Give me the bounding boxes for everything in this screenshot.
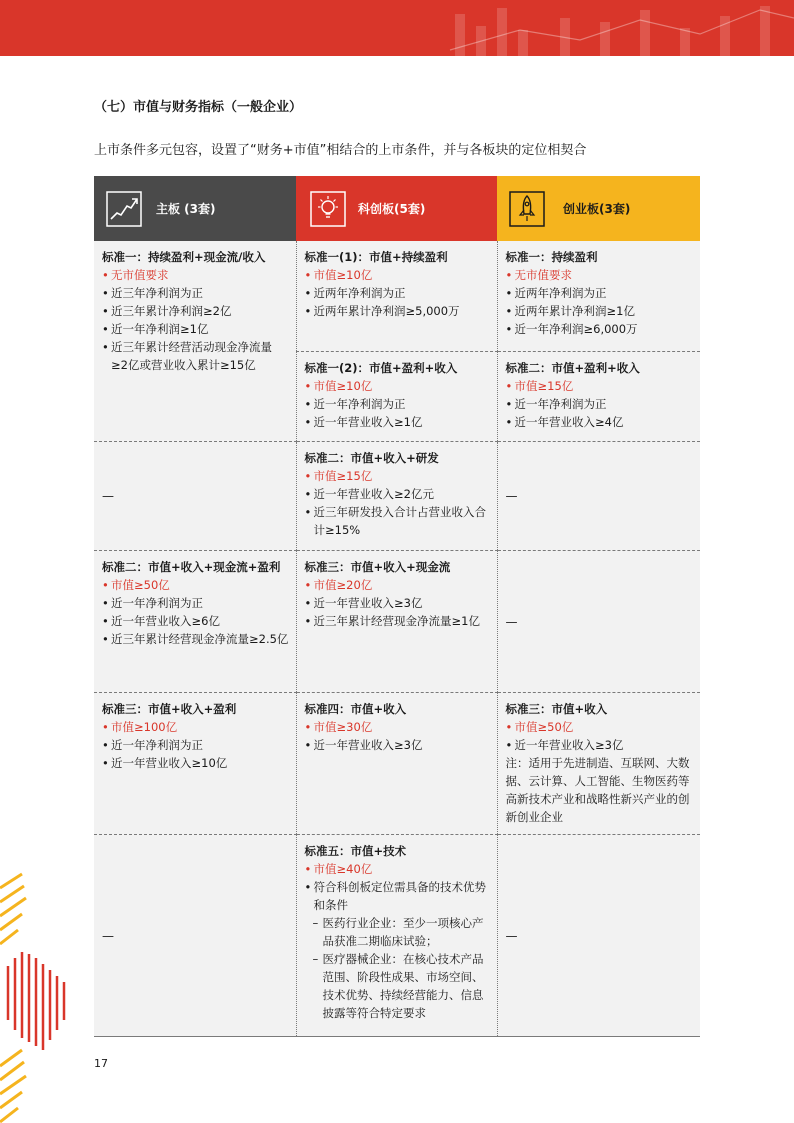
std-note: 注：适用于先进制造、互联网、大数据、云计算、人工智能、生物医药等高新技术产业和战略性新兴产业的创新创业企业 [505,755,690,824]
list-item: • 近两年净利润为正 [305,284,490,302]
std-title: 标准四：市值+收入 [304,701,407,716]
list-item: • 近三年研发投入合计占营业收入合计≥15% [305,503,490,539]
listing-standards-table [94,176,700,1037]
empty-dash: — [505,928,518,943]
gem-empty-cell [497,550,700,692]
std-title: 标准三：市值+收入 [505,701,608,716]
list-item: • 近一年营业收入≥3亿 [506,736,694,754]
std-title: 标准一：持续盈利 [505,250,598,264]
header-star-label: 科创板(5套) [358,202,426,216]
star-standard-2 [296,441,497,550]
sub-item: – 医疗器械企业：在核心技术产品范围、阶段性成果、市场空间、技术优势、持续经营能力、信息披露等符合特定要求 [305,950,490,1022]
std-red-item: • 市值≥10亿 [305,266,490,284]
list-item: • 近一年营业收入≥4亿 [506,413,694,431]
std-title: 标准二：市值+盈利+收入 [505,360,640,375]
list-item: • 近一年净利润≥1亿 [102,320,289,338]
std-red-item: • 无市值要求 [506,266,694,284]
list-item: • 近一年营业收入≥10亿 [102,754,289,772]
star-standard-1a [296,241,497,351]
std-red-item: • 市值≥100亿 [102,718,289,736]
list-item: • 近三年净利润为正 [102,284,289,302]
star-standard-1b [296,351,497,441]
std-red-item: • 市值≥15亿 [305,467,490,485]
list-item: • 近三年累计经营现金净流量≥2.5亿 [102,630,289,648]
std-red-item: • 市值≥10亿 [305,377,490,395]
main-standard-1 [94,241,296,441]
list-item: • 近三年累计净利润≥2亿 [102,302,289,320]
header-gem-label: 创业板(3套) [563,202,631,216]
list-item: • 近三年累计经营活动现金净流量≥2亿或营业收入累计≥15亿 [102,338,289,374]
list-item: • 近一年营业收入≥1亿 [305,413,490,431]
list-item: • 近两年净利润为正 [506,284,694,302]
std-title: 标准五：市值+技术 [304,843,407,858]
list-item: • 近一年净利润为正 [102,736,289,754]
std-red-item: • 市值≥20亿 [305,576,490,594]
lightbulb-icon [310,191,346,227]
top-banner [0,0,794,56]
banner-decoration [0,0,794,56]
std-title: 标准一(1)：市值+持续盈利 [304,250,448,264]
list-item: • 近一年营业收入≥3亿 [305,594,490,612]
list-item: • 近一年营业收入≥2亿元 [305,485,490,503]
star-standard-5 [296,834,497,1036]
main-standard-2 [94,550,296,692]
list-item: • 近三年累计经营现金净流量≥1亿 [305,612,490,630]
line-chart-icon [106,191,142,227]
empty-dash: — [102,489,114,503]
gem-empty-cell [497,834,700,1036]
list-item: • 近一年营业收入≥3亿 [305,736,490,754]
list-item: • 近两年累计净利润≥5,000万 [305,302,490,320]
main-standard-3 [94,692,296,834]
list-item: • 近一年净利润≥6,000万 [506,320,694,338]
std-red-item: • 市值≥40亿 [305,860,490,878]
header-star-market [296,176,497,241]
std-red-item: • 无市值要求 [102,266,289,284]
main-empty-cell [94,834,296,1036]
corner-decoration [0,870,80,1123]
std-title: 标准二：市值+收入+现金流+盈利 [102,559,281,574]
star-standard-4 [296,692,497,834]
header-main-label: 主板 (3套) [156,202,216,216]
list-item: • 近两年累计净利润≥1亿 [506,302,694,320]
section-title: （七）市值与财务指标（一般企业） [94,100,303,115]
std-red-item: • 市值≥50亿 [102,576,289,594]
std-title: 标准三：市值+收入+现金流 [304,559,451,574]
std-red-item: • 市值≥15亿 [506,377,694,395]
list-item: • 近一年净利润为正 [102,594,289,612]
star-standard-3 [296,550,497,692]
empty-dash: — [102,928,114,943]
gem-standard-2 [497,351,700,441]
list-item: • 符合科创板定位需具备的技术优势和条件 [305,878,490,914]
header-gem-board [497,176,700,241]
empty-dash: — [505,489,518,503]
header-main-board [94,176,296,241]
sub-item: – 医药行业企业：至少一项核心产品获准二期临床试验； [305,914,490,950]
main-empty-cell [94,441,296,550]
list-item: • 近一年净利润为正 [506,395,694,413]
rocket-icon [509,191,545,227]
intro-text: 上市条件多元包容，设置了“财务+市值”相结合的上市条件，并与各板块的定位相契合 [94,143,587,158]
std-title: 标准三：市值+收入+盈利 [102,701,237,716]
std-red-item: • 市值≥30亿 [305,718,490,736]
gem-empty-cell [497,441,700,550]
std-title: 标准二：市值+收入+研发 [304,450,439,465]
gem-standard-3 [497,692,700,834]
list-item: • 近一年营业收入≥6亿 [102,612,289,630]
page-number: 17 [94,1057,108,1070]
list-item: • 近一年净利润为正 [305,395,490,413]
std-red-item: • 市值≥50亿 [506,718,694,736]
std-title: 标准一：持续盈利+现金流/收入 [102,250,266,264]
gem-standard-1 [497,241,700,351]
empty-dash: — [505,614,518,629]
std-title: 标准一(2)：市值+盈利+收入 [304,360,458,375]
